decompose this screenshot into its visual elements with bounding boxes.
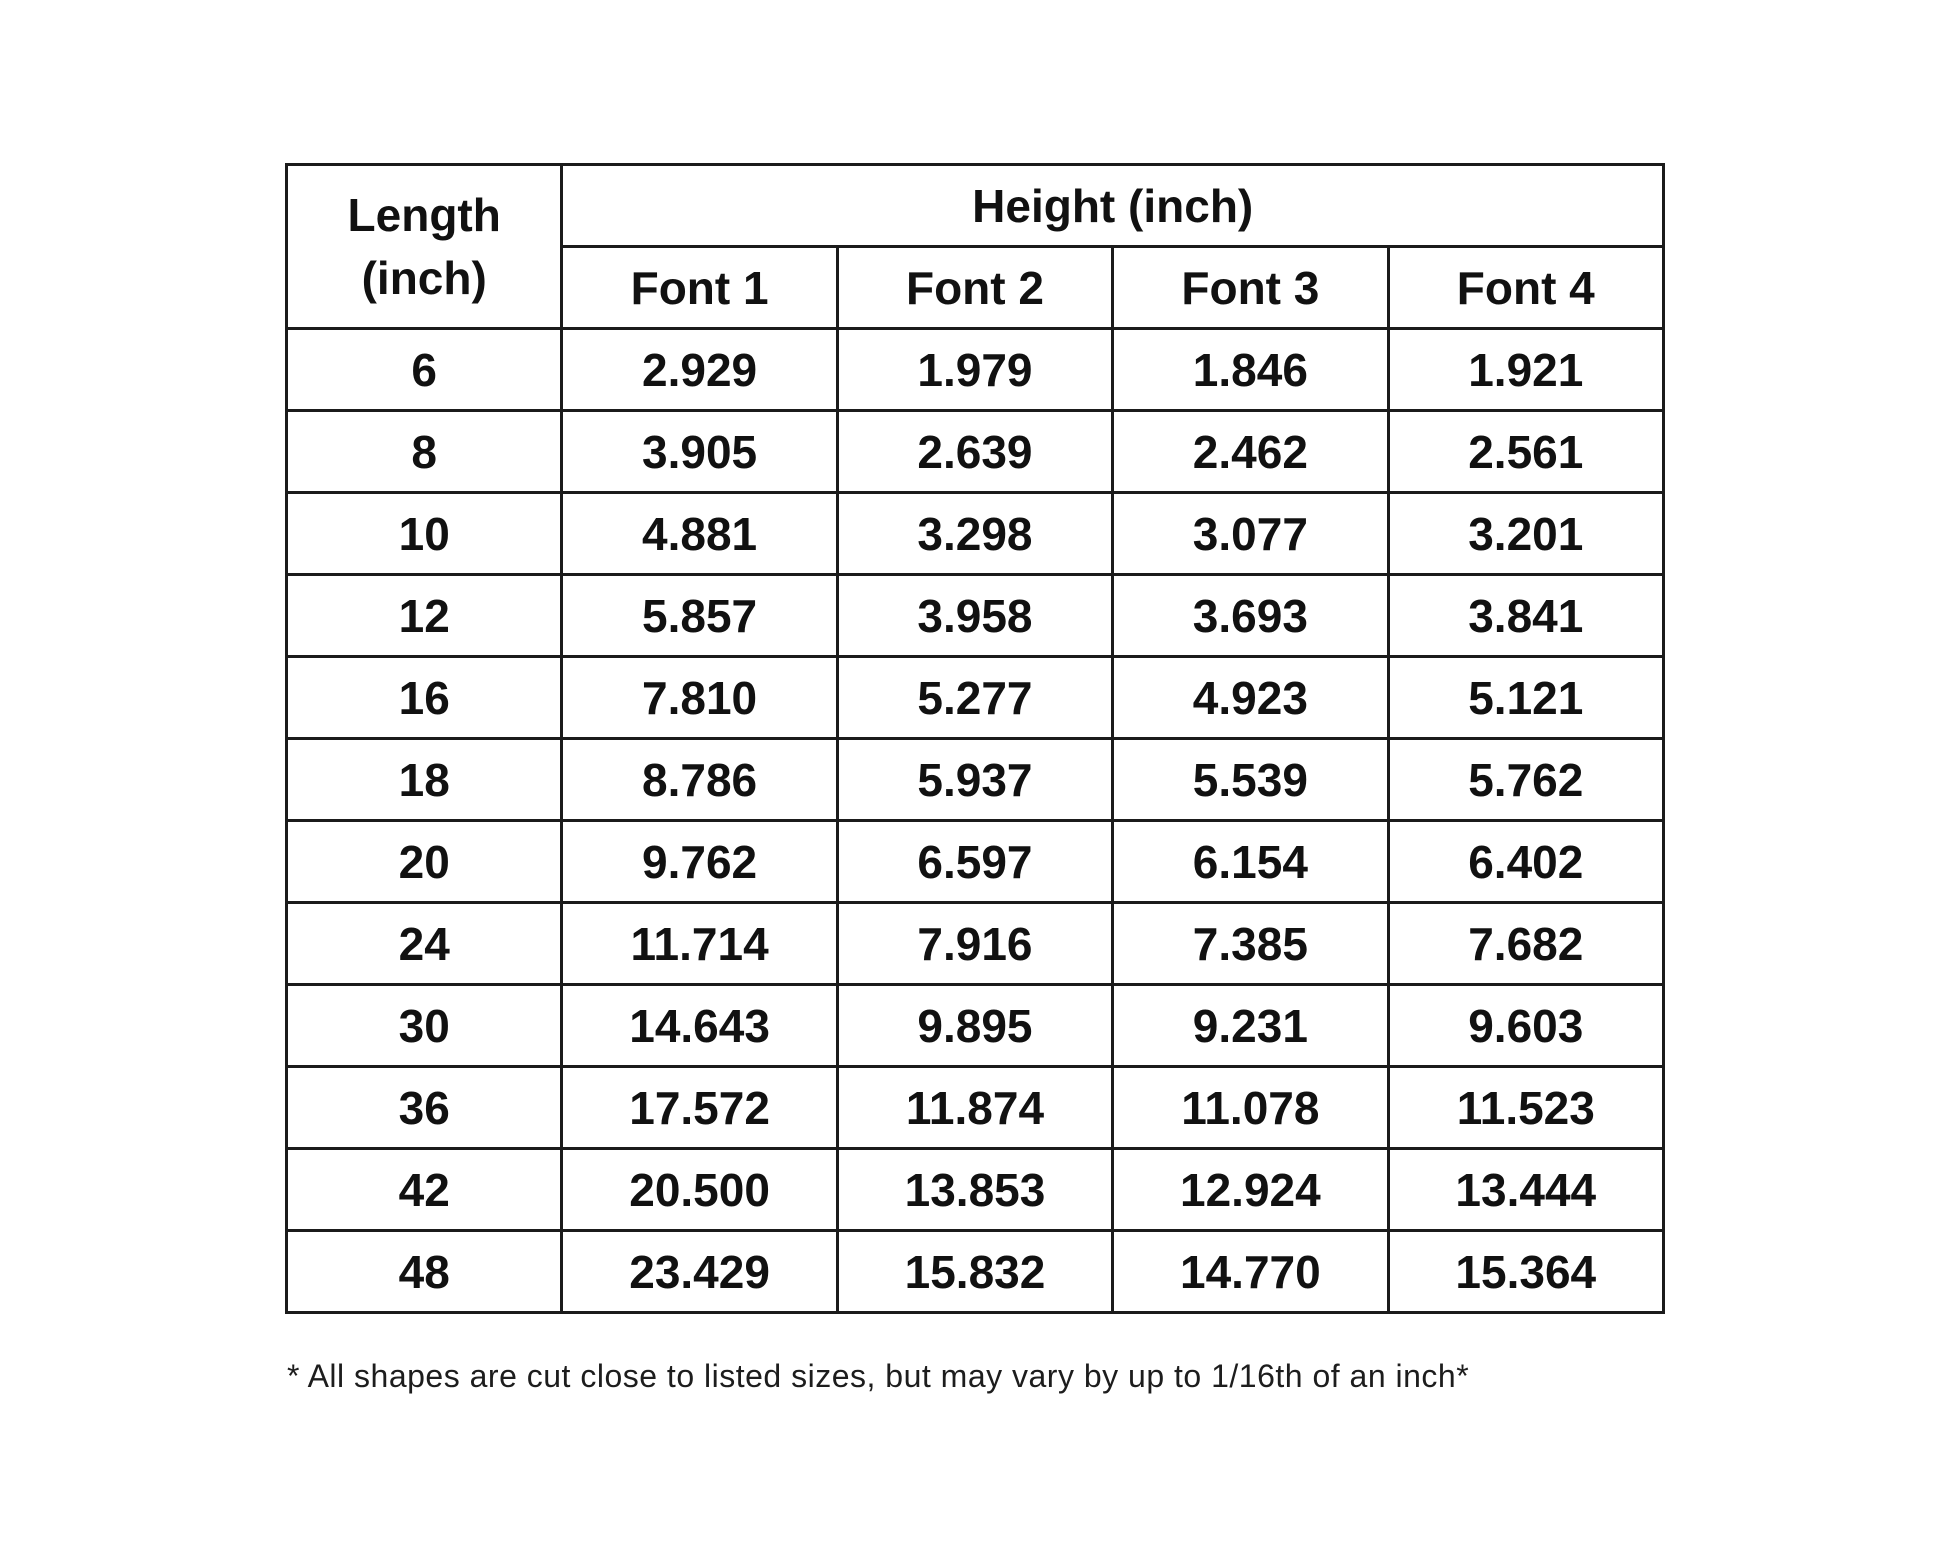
length-cell: 30 bbox=[287, 985, 562, 1067]
height-cell: 11.874 bbox=[837, 1067, 1112, 1149]
height-cell: 12.924 bbox=[1113, 1149, 1388, 1231]
height-cell: 5.857 bbox=[562, 575, 837, 657]
font-2-header: Font 2 bbox=[837, 247, 1112, 329]
height-cell: 6.597 bbox=[837, 821, 1112, 903]
length-cell: 10 bbox=[287, 493, 562, 575]
font-4-header: Font 4 bbox=[1388, 247, 1663, 329]
table-row bbox=[287, 329, 1664, 411]
height-cell: 3.298 bbox=[837, 493, 1112, 575]
length-header-line2: (inch) bbox=[361, 251, 487, 304]
length-cell: 24 bbox=[287, 903, 562, 985]
height-cell: 3.201 bbox=[1388, 493, 1663, 575]
height-cell: 14.643 bbox=[562, 985, 837, 1067]
length-cell: 12 bbox=[287, 575, 562, 657]
height-cell: 15.832 bbox=[837, 1231, 1112, 1313]
height-cell: 8.786 bbox=[562, 739, 837, 821]
height-cell: 5.277 bbox=[837, 657, 1112, 739]
table-row bbox=[287, 411, 1664, 493]
table-row bbox=[287, 985, 1664, 1067]
height-cell: 5.539 bbox=[1113, 739, 1388, 821]
height-cell: 3.077 bbox=[1113, 493, 1388, 575]
height-cell: 2.929 bbox=[562, 329, 837, 411]
font-3-header: Font 3 bbox=[1113, 247, 1388, 329]
length-cell: 8 bbox=[287, 411, 562, 493]
height-cell: 17.572 bbox=[562, 1067, 837, 1149]
length-cell: 18 bbox=[287, 739, 562, 821]
height-cell: 11.714 bbox=[562, 903, 837, 985]
height-cell: 1.979 bbox=[837, 329, 1112, 411]
height-cell: 1.846 bbox=[1113, 329, 1388, 411]
table-row bbox=[287, 739, 1664, 821]
height-cell: 15.364 bbox=[1388, 1231, 1663, 1313]
table-row bbox=[287, 1067, 1664, 1149]
height-cell: 1.921 bbox=[1388, 329, 1663, 411]
height-cell: 2.462 bbox=[1113, 411, 1388, 493]
table-row bbox=[287, 657, 1664, 739]
height-cell: 4.881 bbox=[562, 493, 837, 575]
table-row bbox=[287, 1149, 1664, 1231]
height-cell: 5.937 bbox=[837, 739, 1112, 821]
height-cell: 3.693 bbox=[1113, 575, 1388, 657]
height-cell: 9.895 bbox=[837, 985, 1112, 1067]
height-cell: 7.810 bbox=[562, 657, 837, 739]
height-cell: 13.853 bbox=[837, 1149, 1112, 1231]
length-cell: 20 bbox=[287, 821, 562, 903]
height-cell: 6.154 bbox=[1113, 821, 1388, 903]
height-cell: 3.958 bbox=[837, 575, 1112, 657]
table-row bbox=[287, 821, 1664, 903]
height-cell: 9.603 bbox=[1388, 985, 1663, 1067]
table-row bbox=[287, 903, 1664, 985]
height-cell: 11.523 bbox=[1388, 1067, 1663, 1149]
table-row bbox=[287, 493, 1664, 575]
height-cell: 3.905 bbox=[562, 411, 837, 493]
height-cell: 23.429 bbox=[562, 1231, 837, 1313]
font-1-header: Font 1 bbox=[562, 247, 837, 329]
height-cell: 2.639 bbox=[837, 411, 1112, 493]
length-header-cell bbox=[287, 165, 562, 329]
table-row bbox=[287, 1231, 1664, 1313]
height-cell: 9.231 bbox=[1113, 985, 1388, 1067]
height-cell: 5.121 bbox=[1388, 657, 1663, 739]
height-cell: 14.770 bbox=[1113, 1231, 1388, 1313]
height-cell: 9.762 bbox=[562, 821, 837, 903]
length-cell: 36 bbox=[287, 1067, 562, 1149]
height-cell: 7.385 bbox=[1113, 903, 1388, 985]
height-cell: 3.841 bbox=[1388, 575, 1663, 657]
height-cell: 5.762 bbox=[1388, 739, 1663, 821]
length-cell: 16 bbox=[287, 657, 562, 739]
tolerance-footnote: * All shapes are cut close to listed sizes, but may vary by up to 1/16th of an inch* bbox=[287, 1358, 1470, 1394]
height-cell: 13.444 bbox=[1388, 1149, 1663, 1231]
group-header-row bbox=[287, 165, 1664, 247]
length-header-line1: Length bbox=[347, 189, 501, 242]
height-cell: 11.078 bbox=[1113, 1067, 1388, 1149]
length-cell: 6 bbox=[287, 329, 562, 411]
table-row bbox=[287, 575, 1664, 657]
height-header-cell: Height (inch) bbox=[562, 165, 1664, 247]
height-cell: 2.561 bbox=[1388, 411, 1663, 493]
height-cell: 7.682 bbox=[1388, 903, 1663, 985]
height-cell: 20.500 bbox=[562, 1149, 837, 1231]
length-cell: 48 bbox=[287, 1231, 562, 1313]
height-cell: 7.916 bbox=[837, 903, 1112, 985]
length-cell: 42 bbox=[287, 1149, 562, 1231]
size-chart-table bbox=[285, 163, 1665, 1314]
height-cell: 4.923 bbox=[1113, 657, 1388, 739]
height-cell: 6.402 bbox=[1388, 821, 1663, 903]
